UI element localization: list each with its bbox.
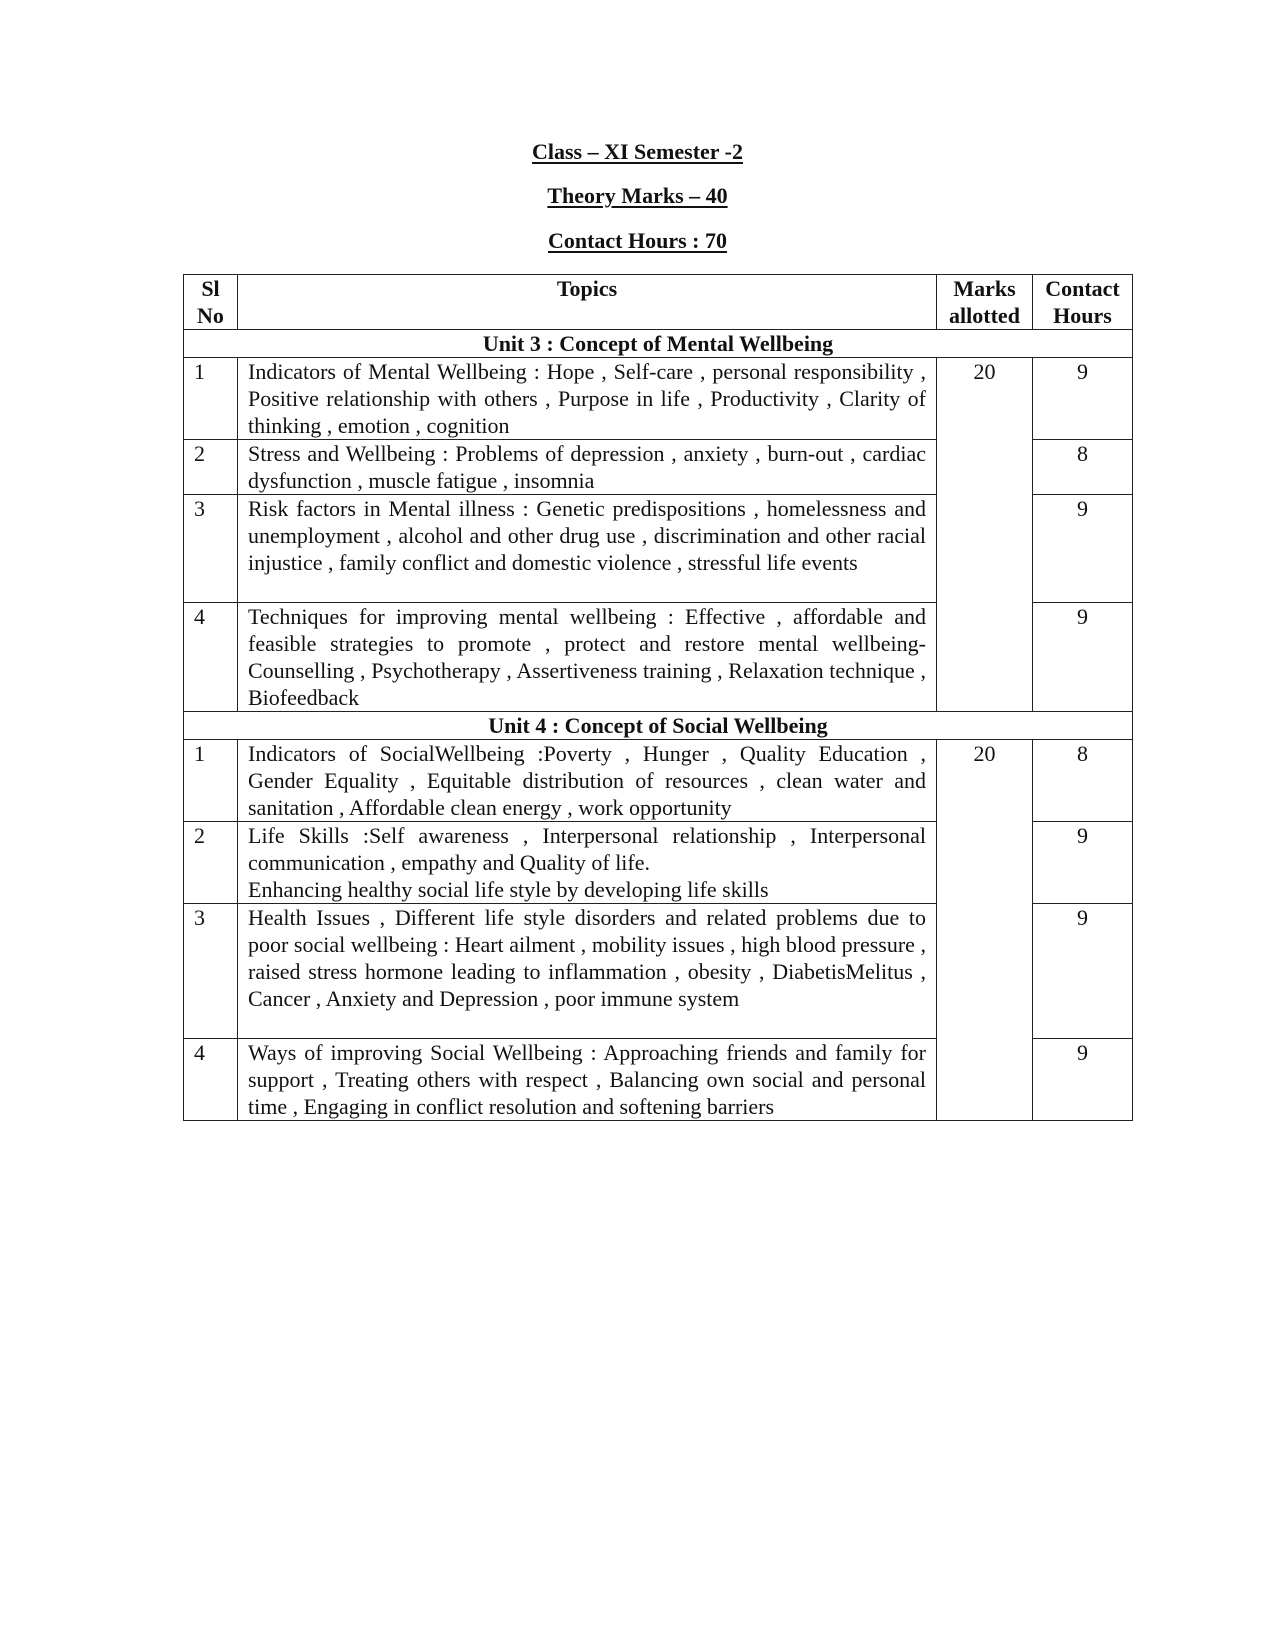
contact-hours-header: Contact Hours (1033, 275, 1133, 330)
topic-cell: Stress and Wellbeing : Problems of depression , anxiety , burn-out , cardiac dysfunction , muscle fatigue , insomnia (238, 440, 937, 495)
theory-marks-heading: Theory Marks – 40 (547, 183, 728, 208)
sl-no-cell: 1 (184, 740, 238, 822)
sl-no-cell: 2 (184, 440, 238, 495)
hours-cell: 9 (1033, 603, 1133, 712)
unit3-title: Unit 3 : Concept of Mental Wellbeing (184, 330, 1133, 358)
topic-cell (238, 822, 937, 904)
marks-allotted-header: Marks allotted (937, 275, 1033, 330)
hours-cell: 9 (1033, 1039, 1133, 1121)
topic-cell: Ways of improving Social Wellbeing : Approaching friends and family for support , Treating others with respect , Balancing own social and personal time , Engaging in conflict resolution and softening barriers (238, 1039, 937, 1121)
syllabus-table (183, 274, 1133, 1121)
topic-cell: Indicators of SocialWellbeing :Poverty , Hunger , Quality Education , Gender Equality , Equitable distribution of resources , clean water and sanitation , Affordable clean energy , work opportunity (238, 740, 937, 822)
topic-text: Life Skills :Self awareness , Interpersonal relationship , Interpersonal communication , empathy and Quality of life. (248, 823, 926, 875)
topics-header: Topics (238, 275, 937, 330)
hours-cell: 8 (1033, 740, 1133, 822)
unit4-marks-cell: 20 (937, 740, 1033, 1121)
table-row (184, 740, 1133, 822)
topic-cell: Health Issues , Different life style disorders and related problems due to poor social wellbeing : Heart ailment , mobility issues , high blood pressure , raised stress hormone leading to inflammation , obesity , DiabetisMelitus , Cancer , Anxiety and Depression , poor immune system (238, 904, 937, 1039)
hours-cell: 8 (1033, 440, 1133, 495)
hours-cell: 9 (1033, 822, 1133, 904)
sl-no-cell: 2 (184, 822, 238, 904)
sl-no-cell: 4 (184, 1039, 238, 1121)
class-semester-heading: Class – XI Semester -2 (531, 139, 743, 164)
unit4-title-row (184, 712, 1133, 740)
topic-cell: Risk factors in Mental illness : Genetic predispositions , homelessness and unemployment , alcohol and other drug use , discrimination and other racial injustice , family conflict and domestic violence , stressful life events (238, 495, 937, 603)
unit3-title-row (184, 330, 1133, 358)
contact-hours-heading: Contact Hours : 70 (547, 228, 728, 253)
topic-cell: Indicators of Mental Wellbeing : Hope , Self-care , personal responsibility , Positive relationship with others , Purpose in life , Productivity , Clarity of thinking , emotion , cognition (238, 358, 937, 440)
sl-no-header: Sl No (184, 275, 238, 330)
sl-no-cell: 3 (184, 495, 238, 603)
unit3-marks-cell: 20 (937, 358, 1033, 712)
topic-cell: Techniques for improving mental wellbeing : Effective , affordable and feasible strategies to promote , protect and restore mental wellbeing- Counselling , Psychotherapy , Assertiveness training , Relaxation technique , Biofeedback (238, 603, 937, 712)
sl-no-cell: 1 (184, 358, 238, 440)
sl-no-cell: 3 (184, 904, 238, 1039)
table-header-row (184, 275, 1133, 330)
hours-cell: 9 (1033, 495, 1133, 603)
unit4-title: Unit 4 : Concept of Social Wellbeing (184, 712, 1133, 740)
topic-extra-text: Enhancing healthy social life style by developing life skills (248, 877, 769, 902)
hours-cell: 9 (1033, 358, 1133, 440)
table-row (184, 358, 1133, 440)
hours-cell: 9 (1033, 904, 1133, 1039)
sl-no-cell: 4 (184, 603, 238, 712)
